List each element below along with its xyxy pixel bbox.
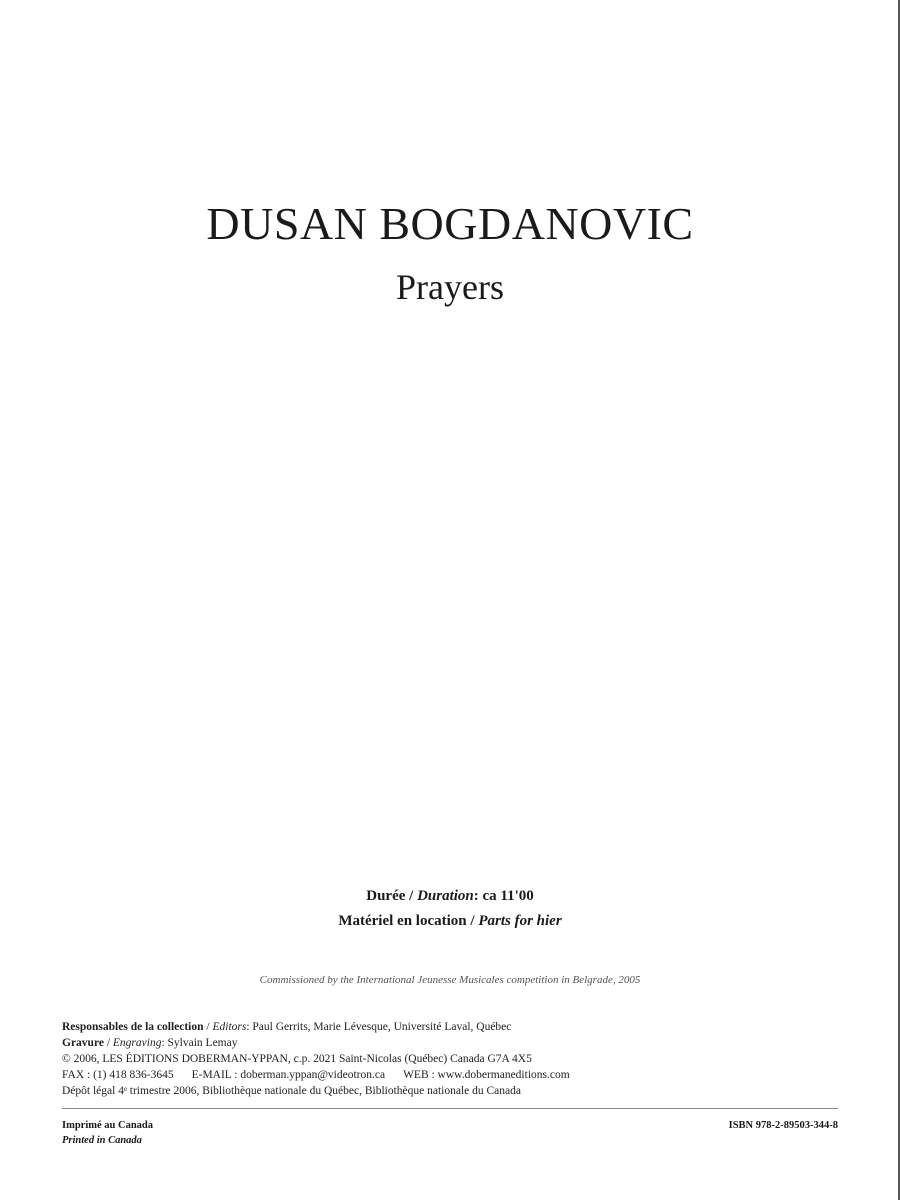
duration-label-fr: Durée bbox=[366, 888, 406, 904]
editors-line: Responsables de la collection / Editors: Paul Gerrits, Marie Lévesque, Université Laval, Québec bbox=[62, 1021, 512, 1033]
commission-note: Commissioned by the International Jeunesse Musicales competition in Belgrade, 2005 bbox=[259, 974, 641, 986]
work-title: Prayers bbox=[396, 267, 504, 307]
legal-deposit-line: Dépôt légal 4ᵉ trimestre 2006, Bibliothèque nationale du Québec, Bibliothèque nationale du Canada bbox=[62, 1085, 521, 1097]
parts-line: Matériel en location / Parts for hier bbox=[338, 913, 562, 929]
parts-label-fr: Matériel en location bbox=[338, 913, 467, 929]
editors-value: : Paul Gerrits, Marie Lévesque, Université Laval, Québec bbox=[246, 1021, 512, 1033]
collection-label-fr: Responsables de la collection bbox=[62, 1021, 204, 1033]
fax-number: FAX : (1) 418 836-3645 bbox=[62, 1069, 174, 1081]
footer-divider bbox=[62, 1108, 838, 1109]
composer-name: DUSAN BOGDANOVIC bbox=[206, 198, 694, 249]
isbn: ISBN 978-2-89503-344-8 bbox=[728, 1120, 838, 1131]
printed-fr: Imprimé au Canada bbox=[62, 1120, 154, 1131]
parts-label-en: Parts for hier bbox=[478, 913, 562, 929]
duration-value: : ca 11'00 bbox=[473, 888, 534, 904]
printed-in bbox=[62, 1118, 153, 1148]
copyright-line: © 2006, LES ÉDITIONS DOBERMAN-YPPAN, c.p. 2021 Saint-Nicolas (Québec) Canada G7A 4X5 bbox=[62, 1053, 532, 1065]
printed-en: Printed in Canada bbox=[62, 1135, 142, 1146]
contact-line bbox=[62, 1067, 862, 1083]
credits-block bbox=[62, 1019, 862, 1099]
collection-label-en: Editors bbox=[212, 1021, 247, 1033]
engraving-label-en: Engraving bbox=[112, 1037, 162, 1049]
engraving-label-fr: Gravure bbox=[62, 1037, 104, 1049]
web-address: WEB : www.dobermaneditions.com bbox=[403, 1069, 570, 1081]
engraving-line: Gravure / Engraving: Sylvain Lemay bbox=[62, 1037, 238, 1049]
duration-line: Durée / Duration: ca 11'00 bbox=[366, 888, 534, 904]
engraving-value: : Sylvain Lemay bbox=[161, 1037, 238, 1049]
duration-label-en: Duration bbox=[417, 888, 474, 904]
performance-info bbox=[0, 884, 900, 934]
email-address: E-MAIL : doberman.yppan@videotron.ca bbox=[191, 1069, 386, 1081]
